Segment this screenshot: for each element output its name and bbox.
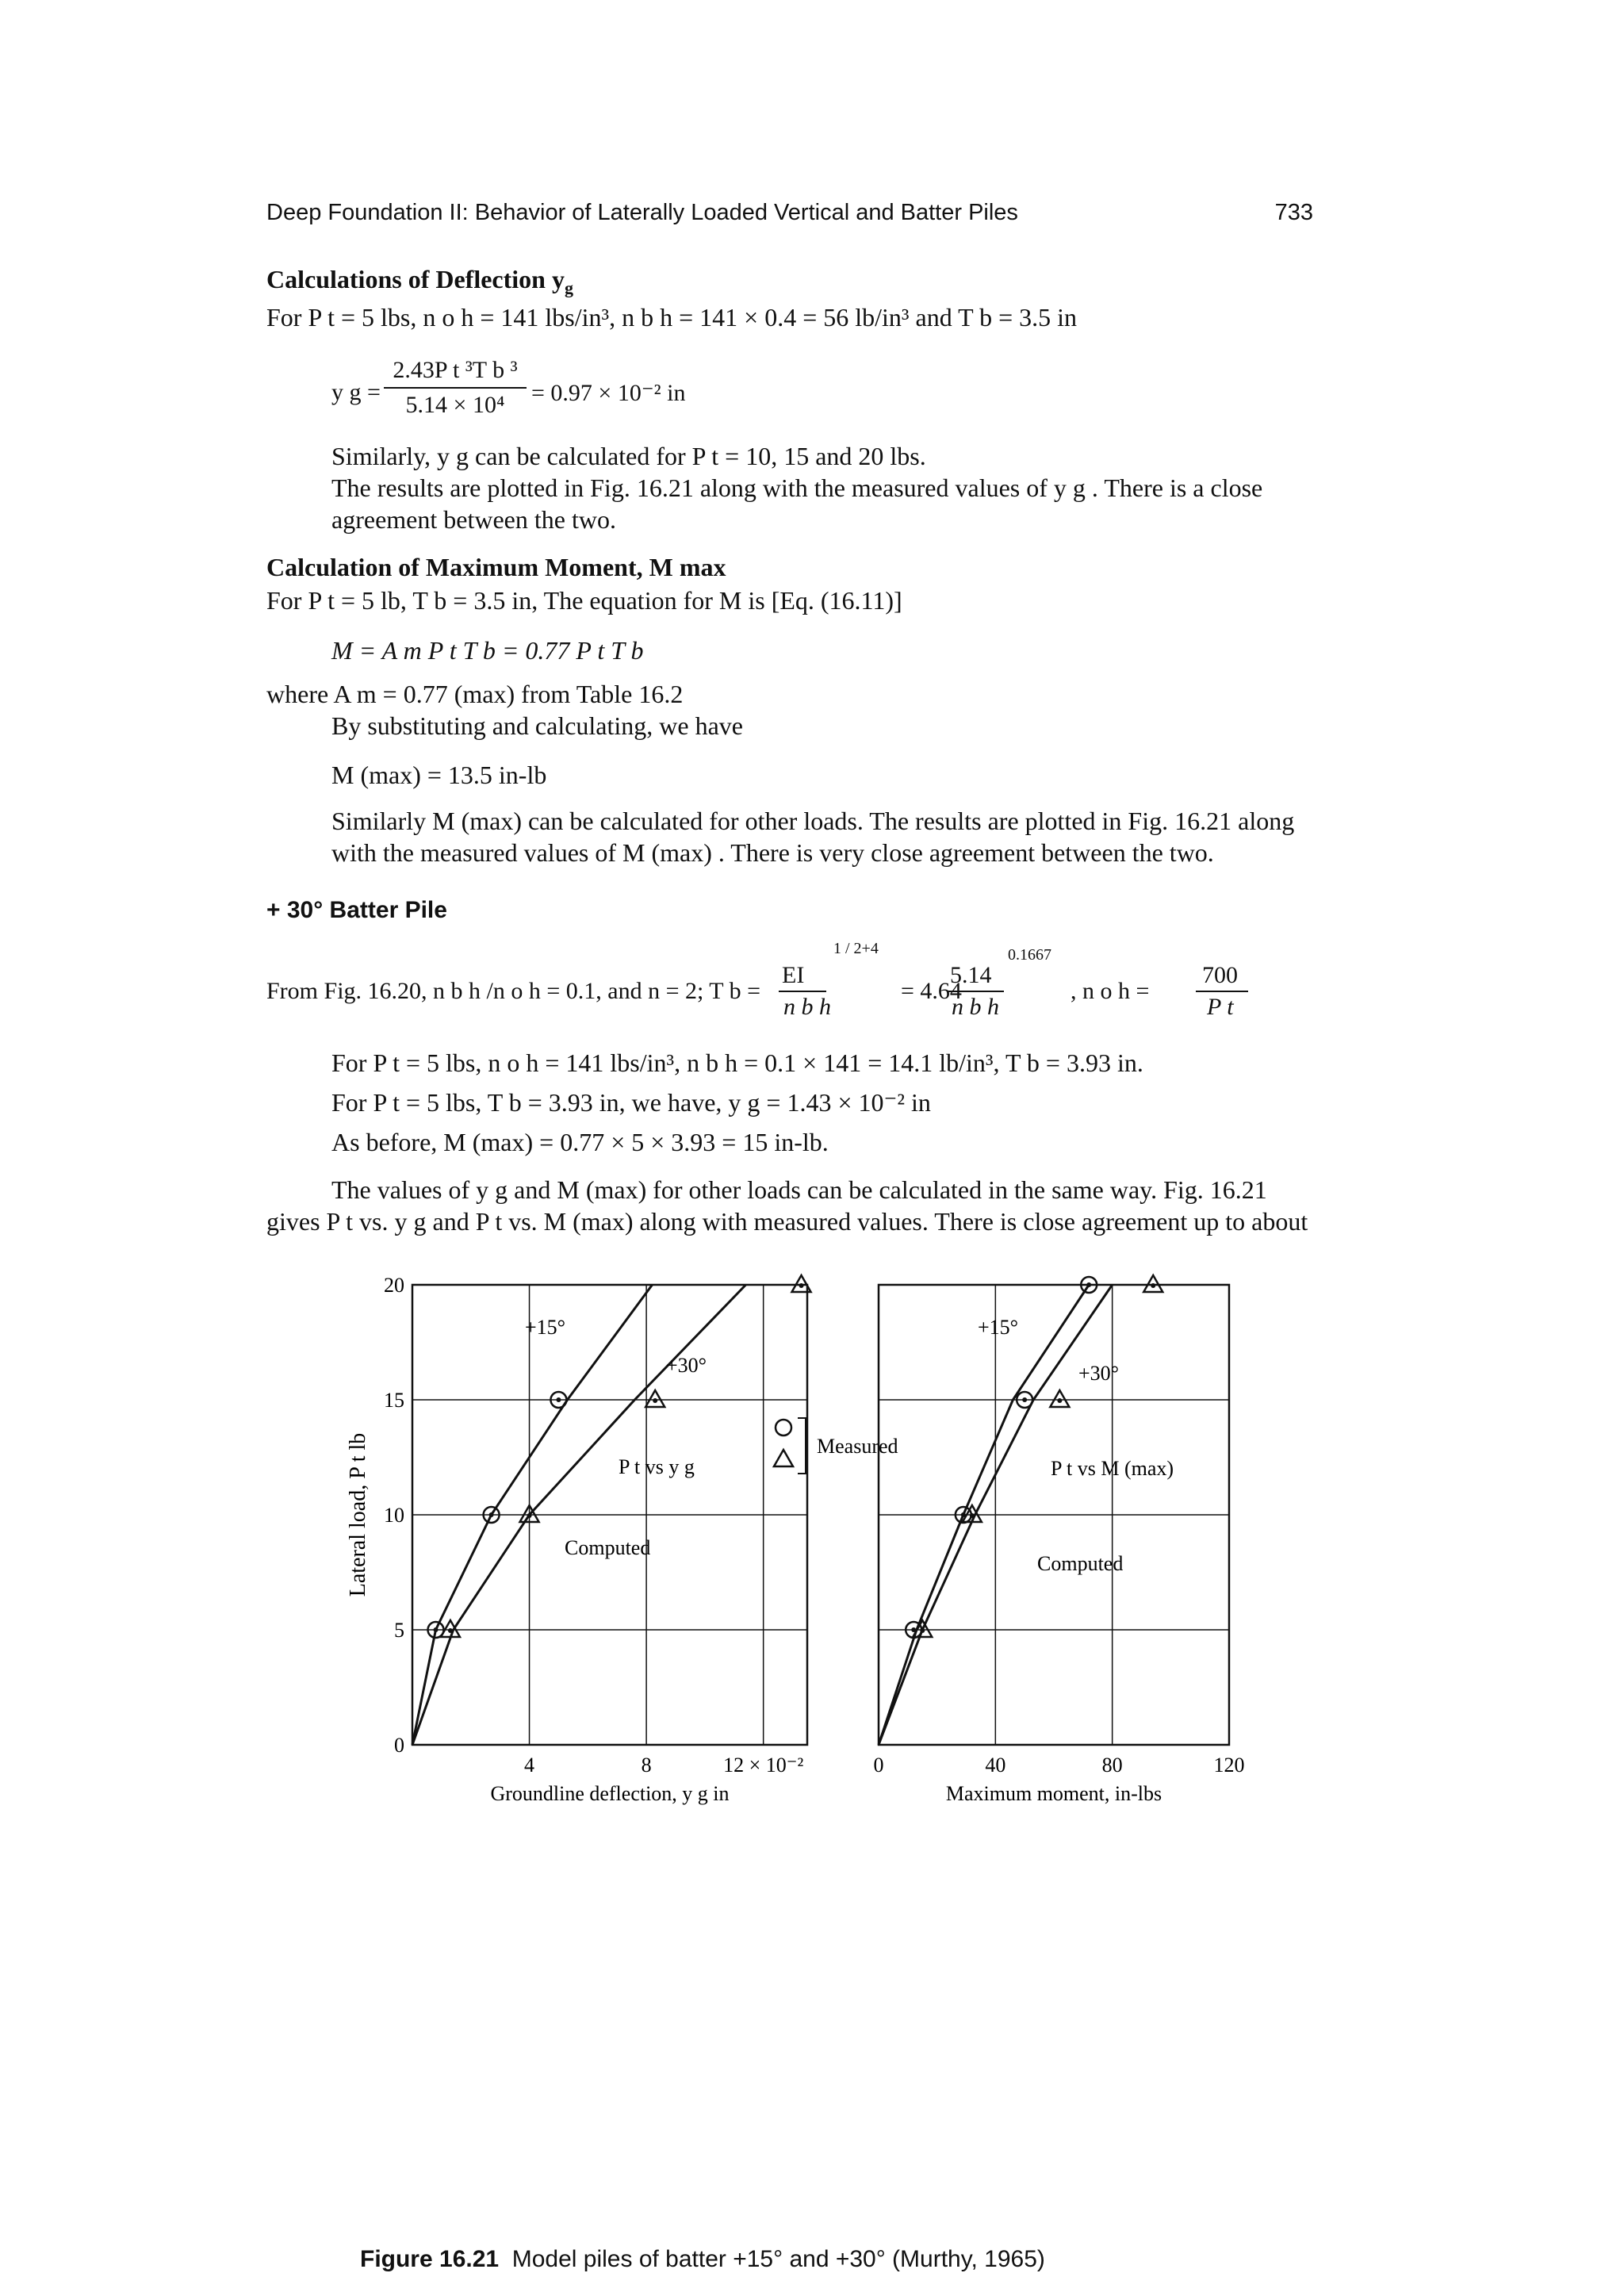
x-tick-label: 4: [524, 1754, 535, 1777]
chart-panel-left: [384, 1274, 898, 1805]
data-point-dot: [448, 1628, 453, 1633]
x-tick-label: 8: [641, 1754, 652, 1777]
page-number: 733: [1274, 200, 1313, 225]
annotation-15-right: +15°: [978, 1316, 1019, 1339]
annotation-computed-right: Computed: [1037, 1552, 1124, 1575]
data-point-dot: [799, 1283, 804, 1288]
paragraph: For P t = 5 lbs, T b = 3.93 in, we have, y g = 1.43 × 10⁻² in: [331, 1088, 931, 1117]
y-tick-label: 20: [384, 1274, 404, 1297]
legend-bracket: [798, 1418, 806, 1474]
data-point-dot: [970, 1513, 975, 1518]
chart-panel-right: [874, 1275, 1245, 1805]
data-point-dot: [556, 1397, 561, 1402]
annotation-30-right: +30°: [1078, 1362, 1120, 1385]
legend-title: Measured: [817, 1435, 898, 1458]
data-point-dot: [527, 1513, 532, 1518]
paragraph: The values of y g and M (max) for other loads can be calculated in the same way. Fig. 16.21 gives P t vs. y g and P t vs. M (max) along with measured values. There is close agreement up to about: [266, 1175, 1308, 1236]
running-head-title: Deep Foundation II: Behavior of Laterally Loaded Vertical and Batter Piles: [266, 200, 1018, 225]
y-tick-label: 5: [394, 1619, 404, 1642]
x-tick-label: 80: [1101, 1754, 1123, 1777]
legend-triangle-marker: [774, 1450, 793, 1466]
data-point-dot: [1022, 1397, 1027, 1402]
y-tick-label: 10: [384, 1504, 404, 1527]
running-head: [266, 200, 1313, 226]
equation-deflection: y g = 2.43P t ³T b ³ 5.14 × 10⁴ = 0.97 × 10⁻² in: [331, 357, 686, 418]
equation-tb: From Fig. 16.20, n b h /n o h = 0.1, and n = 2; T b = EI n b h 1 / 2+4 = 4.64 5.14 n b h 0.1667 , n o h = 700 P t: [266, 940, 1313, 1027]
data-point-dot: [1057, 1398, 1062, 1403]
x-tick-label: 12 × 10⁻²: [723, 1754, 804, 1777]
data-point-dot: [489, 1512, 494, 1517]
paragraph: Similarly, y g can be calculated for P t = 10, 15 and 20 lbs.: [331, 442, 926, 470]
x-tick-label: 0: [873, 1754, 884, 1777]
y-tick-label: 0: [394, 1734, 404, 1757]
figure-caption: Figure 16.21 Model piles of batter +15° and +30° (Murthy, 1965): [360, 2246, 1045, 2272]
paragraph: By substituting and calculating, we have: [331, 711, 743, 740]
paragraph: where A m = 0.77 (max) from Table 16.2: [266, 680, 684, 708]
section-heading-deflection: Calculations of Deflection $y_g$: [266, 265, 573, 298]
paragraph: As before, M (max) = 0.77 × 5 × 3.93 = 15 in-lb.: [331, 1128, 829, 1156]
x-tick-label: 40: [985, 1754, 1006, 1777]
paragraph: The results are plotted in Fig. 16.21 along with the measured values of y g . There is a close agreement between the two.: [331, 473, 1263, 534]
data-point-dot: [653, 1398, 657, 1403]
section-heading-moment: Calculation of Maximum Moment, M max: [266, 553, 726, 581]
annotation-computed: Computed: [565, 1536, 651, 1559]
equation-mmax: M (max) = 13.5 in-lb: [331, 761, 547, 789]
y-tick-label: 15: [384, 1389, 404, 1412]
x-axis-label: Groundline deflection, y g in: [490, 1782, 730, 1805]
equation-moment: M = A m P t T b = 0.77 P t T b: [331, 636, 644, 665]
data-point-dot: [434, 1627, 439, 1632]
annotation-30: +30°: [666, 1354, 707, 1377]
annotation-15: +15°: [525, 1316, 566, 1339]
paragraph: For P t = 5 lbs, n o h = 141 lbs/in³, n b h = 0.1 × 141 = 14.1 lb/in³, T b = 3.93 in.: [331, 1048, 1143, 1077]
legend-circle-marker: [776, 1420, 791, 1435]
data-point-dot: [1086, 1282, 1091, 1287]
paragraph: For P t = 5 lb, T b = 3.5 in, The equation for M is [Eq. (16.11)]: [266, 586, 902, 615]
x-axis-label: Maximum moment, in-lbs: [945, 1782, 1162, 1805]
figure-16-21: [346, 1269, 1269, 1840]
data-point-dot: [920, 1628, 925, 1633]
y-axis-label: Lateral load, P t lb: [346, 1432, 370, 1597]
data-point-dot: [1151, 1283, 1155, 1288]
section-heading-batter: + 30° Batter Pile: [266, 897, 447, 923]
annotation-ptvsyg: P t vs y g: [619, 1455, 695, 1478]
paragraph: Similarly M (max) can be calculated for other loads. The results are plotted in Fig. 16.21 along with the measured values of M (max) . There is very close agreement between the two.: [331, 807, 1295, 867]
annotation-ptvsmmax: P t vs M (max): [1051, 1457, 1174, 1480]
paragraph: For P t = 5 lbs, n o h = 141 lbs/in³, n b h = 141 × 0.4 = 56 lb/in³ and T b = 3.5 in: [266, 303, 1078, 332]
x-tick-label: 120: [1213, 1754, 1245, 1777]
